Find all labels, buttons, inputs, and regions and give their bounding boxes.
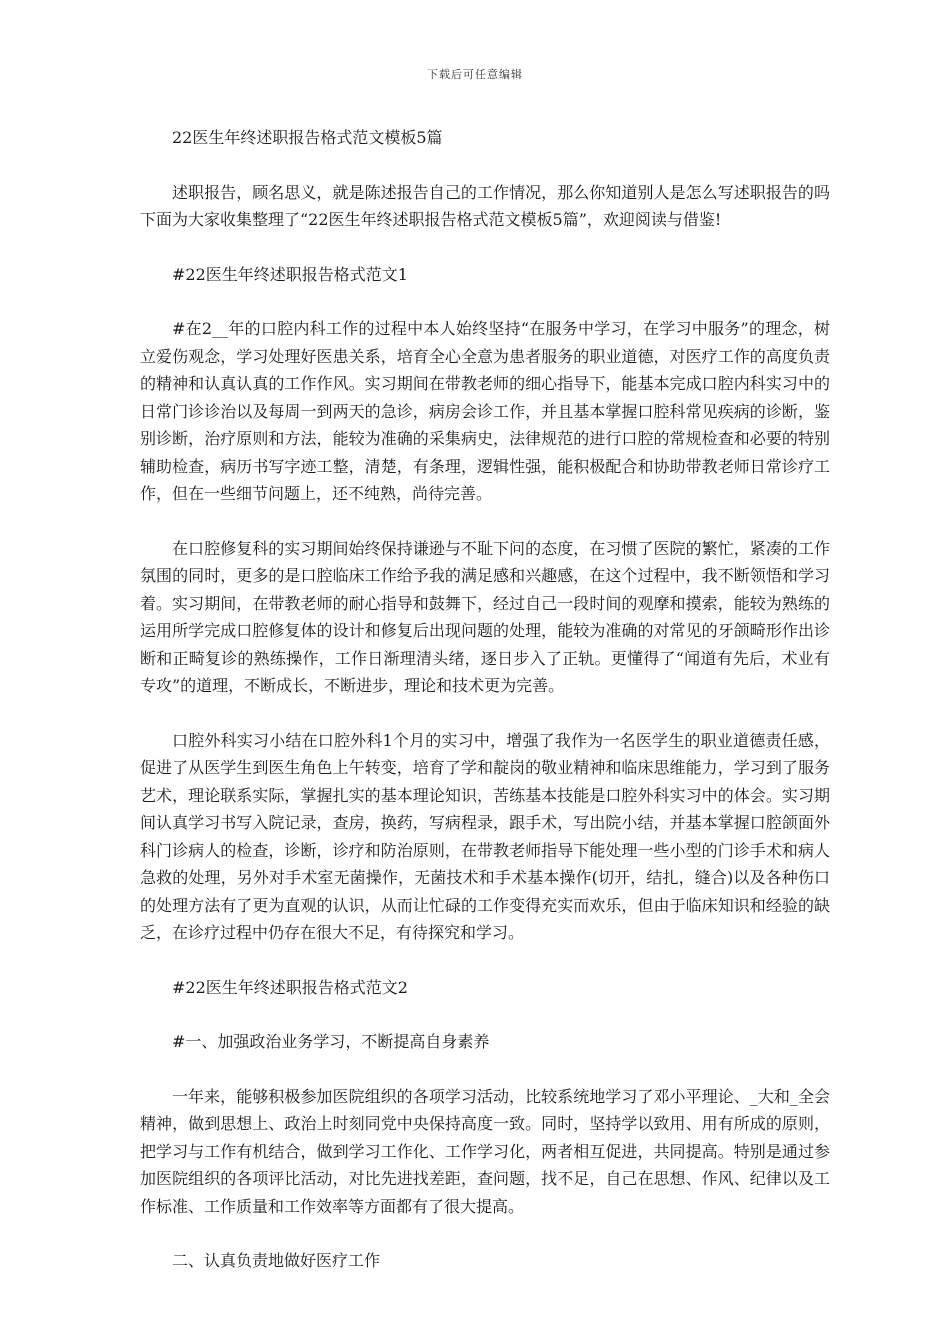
header-note: 下载后可任意编辑: [427, 68, 523, 81]
paragraph: 口腔外科实习小结在口腔外科1个月的实习中，增强了我作为一名医学生的职业道德责任感，促进了从医学生到医生角色上午转变，培育了学和靛岗的敬业精神和临床思维能力，学习到了服务艺术，理论联系实际，掌握扎实的基本理论知识，苦练基本技能是口腔外科实习中的体会。实习期间认真学习书写入院记录，查房，换药，写病程录，跟手术，写出院小结，并基本掌握口腔颌面外科门诊病人的检查，诊断，诊疗和防治原则，在带教老师指导下能处理一些小型的门诊手术和病人急救的处理，另外对手术室无菌操作，无菌技术和手术基本操作(切开，结扎，缝合)以及各种伤口的处理方法有了更为直观的认识，从而让忙碌的工作变得充实而欢乐，但由于临床知识和经验的缺乏，在诊疗过程中仍存在很大不足，有待探究和学习。: [140, 730, 830, 942]
paragraph: 一年来，能够积极参加医院组织的各项学习活动，比较系统地学习了邓小平理论、_大和_全会精神，做到思想上、政治上时刻同党中央保持高度一致。同时，坚持学以致用、用有所成的原则，把学习与工作有机结合，做到学习工作化、工作学习化，两者相互促进，共同提高。特别是通过参加医院组织的各项评比活动，对比先进找差距，查问题，找不足，自己在思想、作风、纪律以及工作标准、工作质量和工作效率等方面都有了很大提高。: [140, 1086, 830, 1216]
subheading: #一、加强政治业务学习，不断提高自身素养: [172, 1032, 490, 1051]
subheading: 二、认真负责地做好医疗工作: [172, 1251, 381, 1270]
section-heading-1: #22医生年终述职报告格式范文1: [172, 264, 408, 284]
paragraph: 在口腔修复科的实习期间始终保持谦逊与不耻下问的态度，在习惯了医院的繁忙，紧凑的工作氛围的同时，更多的是口腔临床工作给予我的满足感和兴趣感，在这个过程中，我不断领悟和学习着。实习期间，在带教老师的耐心指导和鼓舞下，经过自己一段时间的观摩和摸索，能较为熟练的运用所学完成口腔修复体的设计和修复后出现问题的处理，能较为准确的对常见的牙颌畸形作出诊断和正畸复诊的熟练操作，工作日渐理清头绪，逐日步入了正轨。更懂得了“闻道有先后，术业有专攻”的道理，不断成长，不断进步，理论和技术更为完善。: [140, 538, 830, 695]
section-heading-2: #22医生年终述职报告格式范文2: [172, 977, 408, 997]
document-body: [140, 124, 830, 1275]
intro-paragraph: 述职报告，顾名思义，就是陈述报告自己的工作情况，那么你知道别人是怎么写述职报告的吗下面为大家收集整理了“22医生年终述职报告格式范文模板5篇”，欢迎阅读与借鉴!: [140, 182, 830, 229]
document-title: 22医生年终述职报告格式范文模板5篇: [172, 128, 443, 147]
paragraph: #在2__年的口腔内科工作的过程中本人始终坚持“在服务中学习，在学习中服务”的理念，树立爱伤观念，学习处理好医患关系，培育全心全意为患者服务的职业道德，对医疗工作的高度负责的精神和认真认真的工作作风。实习期间在带教老师的细心指导下，能基本完成口腔内科实习中的日常门诊诊治以及每周一到两天的急诊，病房会诊工作，并且基本掌握口腔科常见疾病的诊断，鉴别诊断，治疗原则和方法，能较为准确的采集病史，法律规范的进行口腔的常规检查和必要的特别辅助检查，病历书写字迹工整，清楚，有条理，逻辑性强，能积极配合和协助带教老师日常诊疗工作，但在一些细节问题上，还不纯熟，尚待完善。: [140, 319, 830, 503]
